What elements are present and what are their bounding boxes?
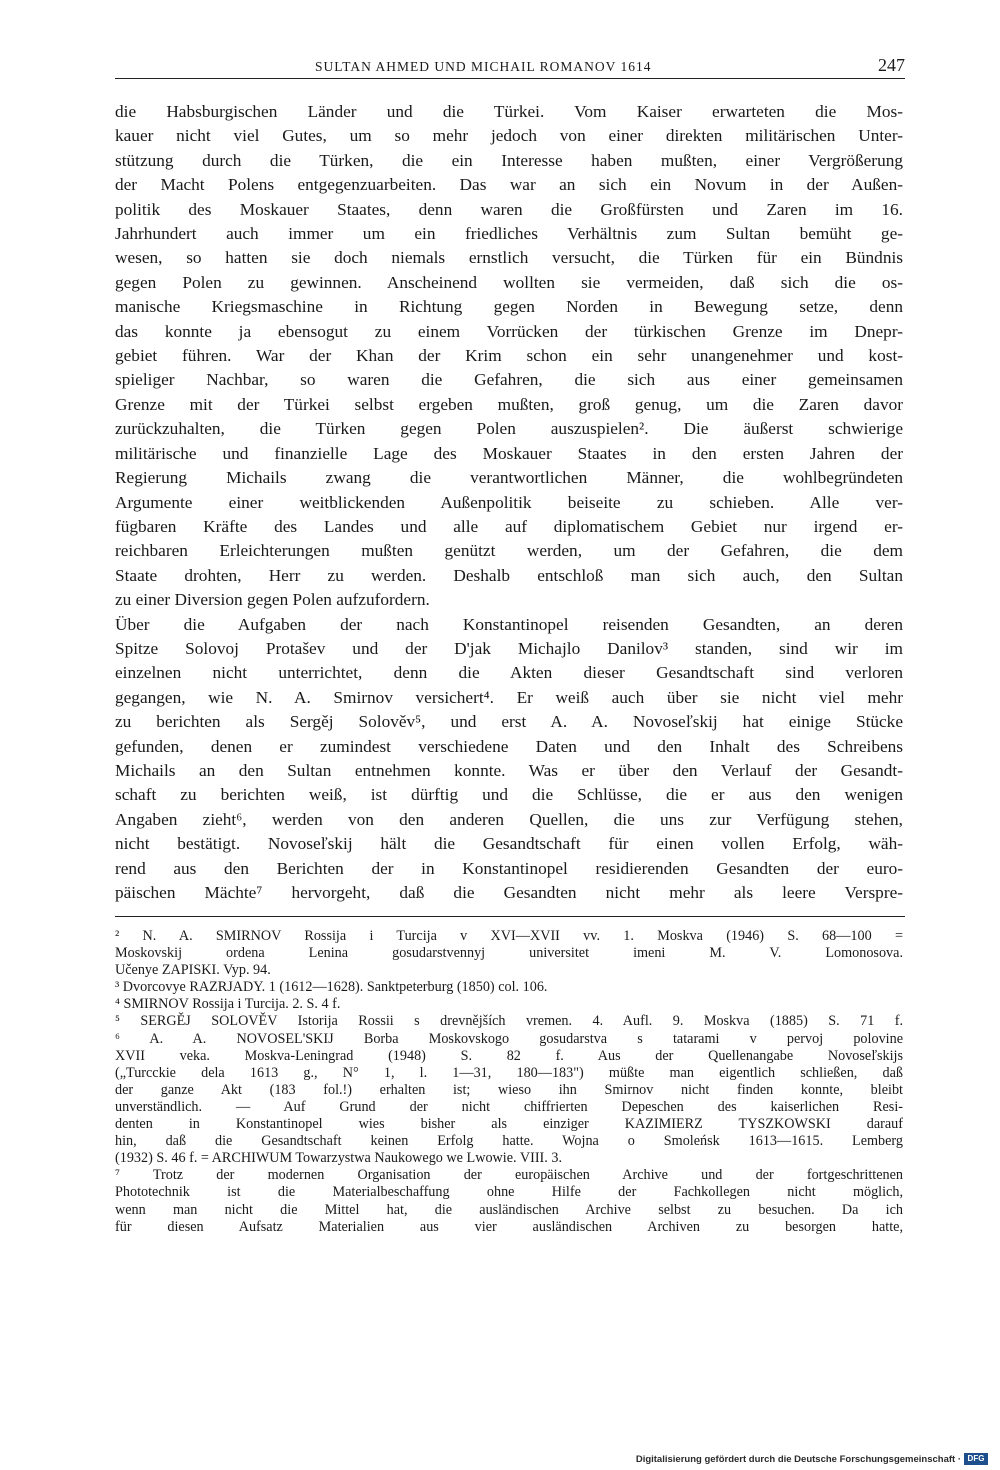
body-line: fügbaren Kräfte des Landes und alle auf diplomatischem Gebiet nur irgend er- <box>115 516 903 536</box>
body-line: zurückzuhalten, die Türken gegen Polen auszuspielen². Die äußerst schwierige <box>115 419 903 439</box>
footnote-line: wenn man nicht die Mittel hat, die ausländischen Archive selbst zu besuchen. Da ich <box>115 1201 903 1218</box>
footnote-line: Moskovskij ordena Lenina gosudarstvennyj universitet imeni M. V. Lomonosova. <box>115 945 903 962</box>
body-line: der Macht Polens entgegenzuarbeiten. Das war an sich ein Novum in der Außen- <box>115 175 903 195</box>
body-line: Regierung Michails zwang die verantwortlichen Männer, die wohlbegründeten <box>115 468 903 488</box>
running-title: SULTAN AHMED UND MICHAIL ROMANOV 1614 <box>315 59 652 74</box>
digitization-credit <box>636 1452 988 1466</box>
footnote-line: ⁷ Trotz der modernen Organisation der europäischen Archive und der fortgeschrittenen <box>115 1167 903 1184</box>
body-line: spieliger Nachbar, so waren die Gefahren, die sich aus einer gemeinsamen <box>115 370 903 390</box>
body-line: kauer nicht viel Gutes, um so mehr jedoch von einer direkten militärischen Unter- <box>115 126 903 146</box>
footnotes <box>115 928 903 1236</box>
body-text <box>115 100 903 905</box>
body-line: Spitze Solovoj Protašev und der D'jak Michajlo Danilov³ standen, sind wir im <box>115 638 903 658</box>
body-line: die Habsburgischen Länder und die Türkei. Vom Kaiser erwarteten die Mos- <box>115 102 903 121</box>
body-line: schaft zu berichten weiß, ist dürftig und die Schlüsse, die er aus den wenigen <box>115 785 903 805</box>
footnote-line: XVII veka. Moskva-Leningrad (1948) S. 82 f. Aus der Quellenangabe Novoseľskijs <box>115 1047 903 1064</box>
footnote-line: Phototechnik ist die Materialbeschaffung ohne Hilfe der Fachkollegen nicht möglich, <box>115 1184 903 1201</box>
body-line: Über die Aufgaben der nach Konstantinopel reisenden Gesandten, an deren <box>115 614 903 634</box>
footnote-line: ⁶ A. A. NOVOSEL'SKIJ Borba Moskovskogo gosudarstva s tatarami v pervoj polovine <box>115 1030 903 1047</box>
footnote-line: ³ Dvorcovye RAZRJADY. 1 (1612—1628). Sanktpeterburg (1850) col. 106. <box>115 979 548 996</box>
footnote-line: für diesen Aufsatz Materialien aus vier ausländischen Archiven zu besorgen hatte, <box>115 1218 903 1235</box>
body-line: gegangen, wie N. A. Smirnov versichert⁴. Er weiß auch über sie nicht viel mehr <box>115 687 903 707</box>
footnote-line: Učenye ZAPISKI. Vyp. 94. <box>115 962 271 979</box>
footnote-line: ⁴ SMIRNOV Rossija i Turcija. 2. S. 4 f. <box>115 996 341 1013</box>
body-line: Jahrhundert auch immer um ein friedliches Verhältnis zum Sultan bemüht ge- <box>115 224 903 244</box>
body-line: stützung durch die Türken, die ein Interesse haben mußten, einer Vergrößerung <box>115 150 903 170</box>
body-line: manische Kriegsmaschine in Richtung gegen Norden in Bewegung setze, denn <box>115 297 903 317</box>
footnote-line: (1932) S. 46 f. = ARCHIWUM Towarzystwa Naukowego we Lwowie. VIII. 3. <box>115 1150 563 1167</box>
body-line: politik des Moskauer Staates, denn waren die Großfürsten und Zaren im 16. <box>115 199 903 219</box>
body-line: nicht bestätigt. Novoseľskij hält die Gesandtschaft für einen vollen Erfolg, wäh- <box>115 834 903 854</box>
body-line: Staate drohten, Herr zu werden. Deshalb entschloß man sich auch, den Sultan <box>115 565 903 585</box>
dfg-logo: DFG <box>964 1453 988 1465</box>
body-line: päischen Mächte⁷ hervorgeht, daß die Gesandten nicht mehr als leere Verspre- <box>115 883 903 902</box>
footnote-line: hin, daß die Gesandtschaft keinen Erfolg hatte. Wojna o Smoleńsk 1613—1615. Lemberg <box>115 1133 903 1150</box>
credit-text: Digitalisierung gefördert durch die Deutsche Forschungsgemeinschaft · <box>635 1453 961 1465</box>
footnote-line: ² N. A. SMIRNOV Rossija i Turcija v XVI—XVII vv. 1. Moskva (1946) S. 68—100 = <box>115 928 903 944</box>
footnote-line: unverständlich. — Auf Grund der nicht chiffrierten Depeschen des kaiserlichen Resi- <box>115 1098 903 1115</box>
body-line: militärische und finanzielle Lage des Moskauer Staates in den ersten Jahren der <box>115 443 903 463</box>
body-line: gebiet führen. War der Khan der Krim schon ein sehr unangenehmer und kost- <box>115 346 903 366</box>
header-rule <box>115 78 905 79</box>
page-number: 247 <box>878 55 905 75</box>
body-line: reichbaren Erleichterungen mußten genützt werden, um der Gefahren, die dem <box>115 541 903 561</box>
body-line: gefunden, denen er zumindest verschiedene Daten und den Inhalt des Schreibens <box>115 736 903 756</box>
body-line: das konnte ja ebensogut zu einem Vorrücken der türkischen Grenze im Dnepr- <box>115 321 903 341</box>
body-line: zu einer Diversion gegen Polen aufzufordern. <box>115 590 430 610</box>
running-header <box>115 55 905 85</box>
footnote-line: ⁵ SERGĚJ SOLOVĚV Istorija Rossii s drevnějších vremen. 4. Aufl. 9. Moskva (1885) S. 71 f. <box>115 1013 903 1030</box>
body-line: gegen Polen zu gewinnen. Anscheinend wollten sie vermeiden, daß sich die os- <box>115 272 903 292</box>
body-line: Grenze mit der Türkei selbst ergeben mußten, groß genug, um die Zaren davor <box>115 394 903 414</box>
body-line: Michails an den Sultan entnehmen konnte. Was er über den Verlauf der Gesandt- <box>115 760 903 780</box>
body-line: zu berichten als Sergěj Solověv⁵, und erst A. A. Novoseľskij hat einige Stücke <box>115 712 903 732</box>
footnote-line: denten in Konstantinopel wies bisher als einziger KAZIMIERZ TYSZKOWSKI darauf <box>115 1116 903 1133</box>
footnote-line: der ganze Akt (183 fol.!) erhalten ist; wieso ihn Smirnov nicht finden konnte, bleibt <box>115 1081 903 1098</box>
body-line: Argumente einer weitblickenden Außenpolitik beiseite zu schieben. Alle ver- <box>115 492 903 512</box>
footnote-rule <box>115 916 905 917</box>
body-line: einzelnen nicht unterrichtet, denn die Akten dieser Gesandtschaft sind verloren <box>115 663 903 683</box>
footnote-line: („Turcckie dela 1613 g., N° 1, l. 1—31, 180—183") müßte man eigentlich schließen, daß <box>115 1064 903 1081</box>
body-line: wesen, so hatten sie doch niemals ernstlich versucht, die Türken für ein Bündnis <box>115 248 903 268</box>
body-line: rend aus den Berichten der in Konstantinopel residierenden Gesandten der euro- <box>115 858 903 878</box>
body-line: Angaben zieht⁶, werden von den anderen Quellen, die uns zur Verfügung stehen, <box>115 809 903 829</box>
